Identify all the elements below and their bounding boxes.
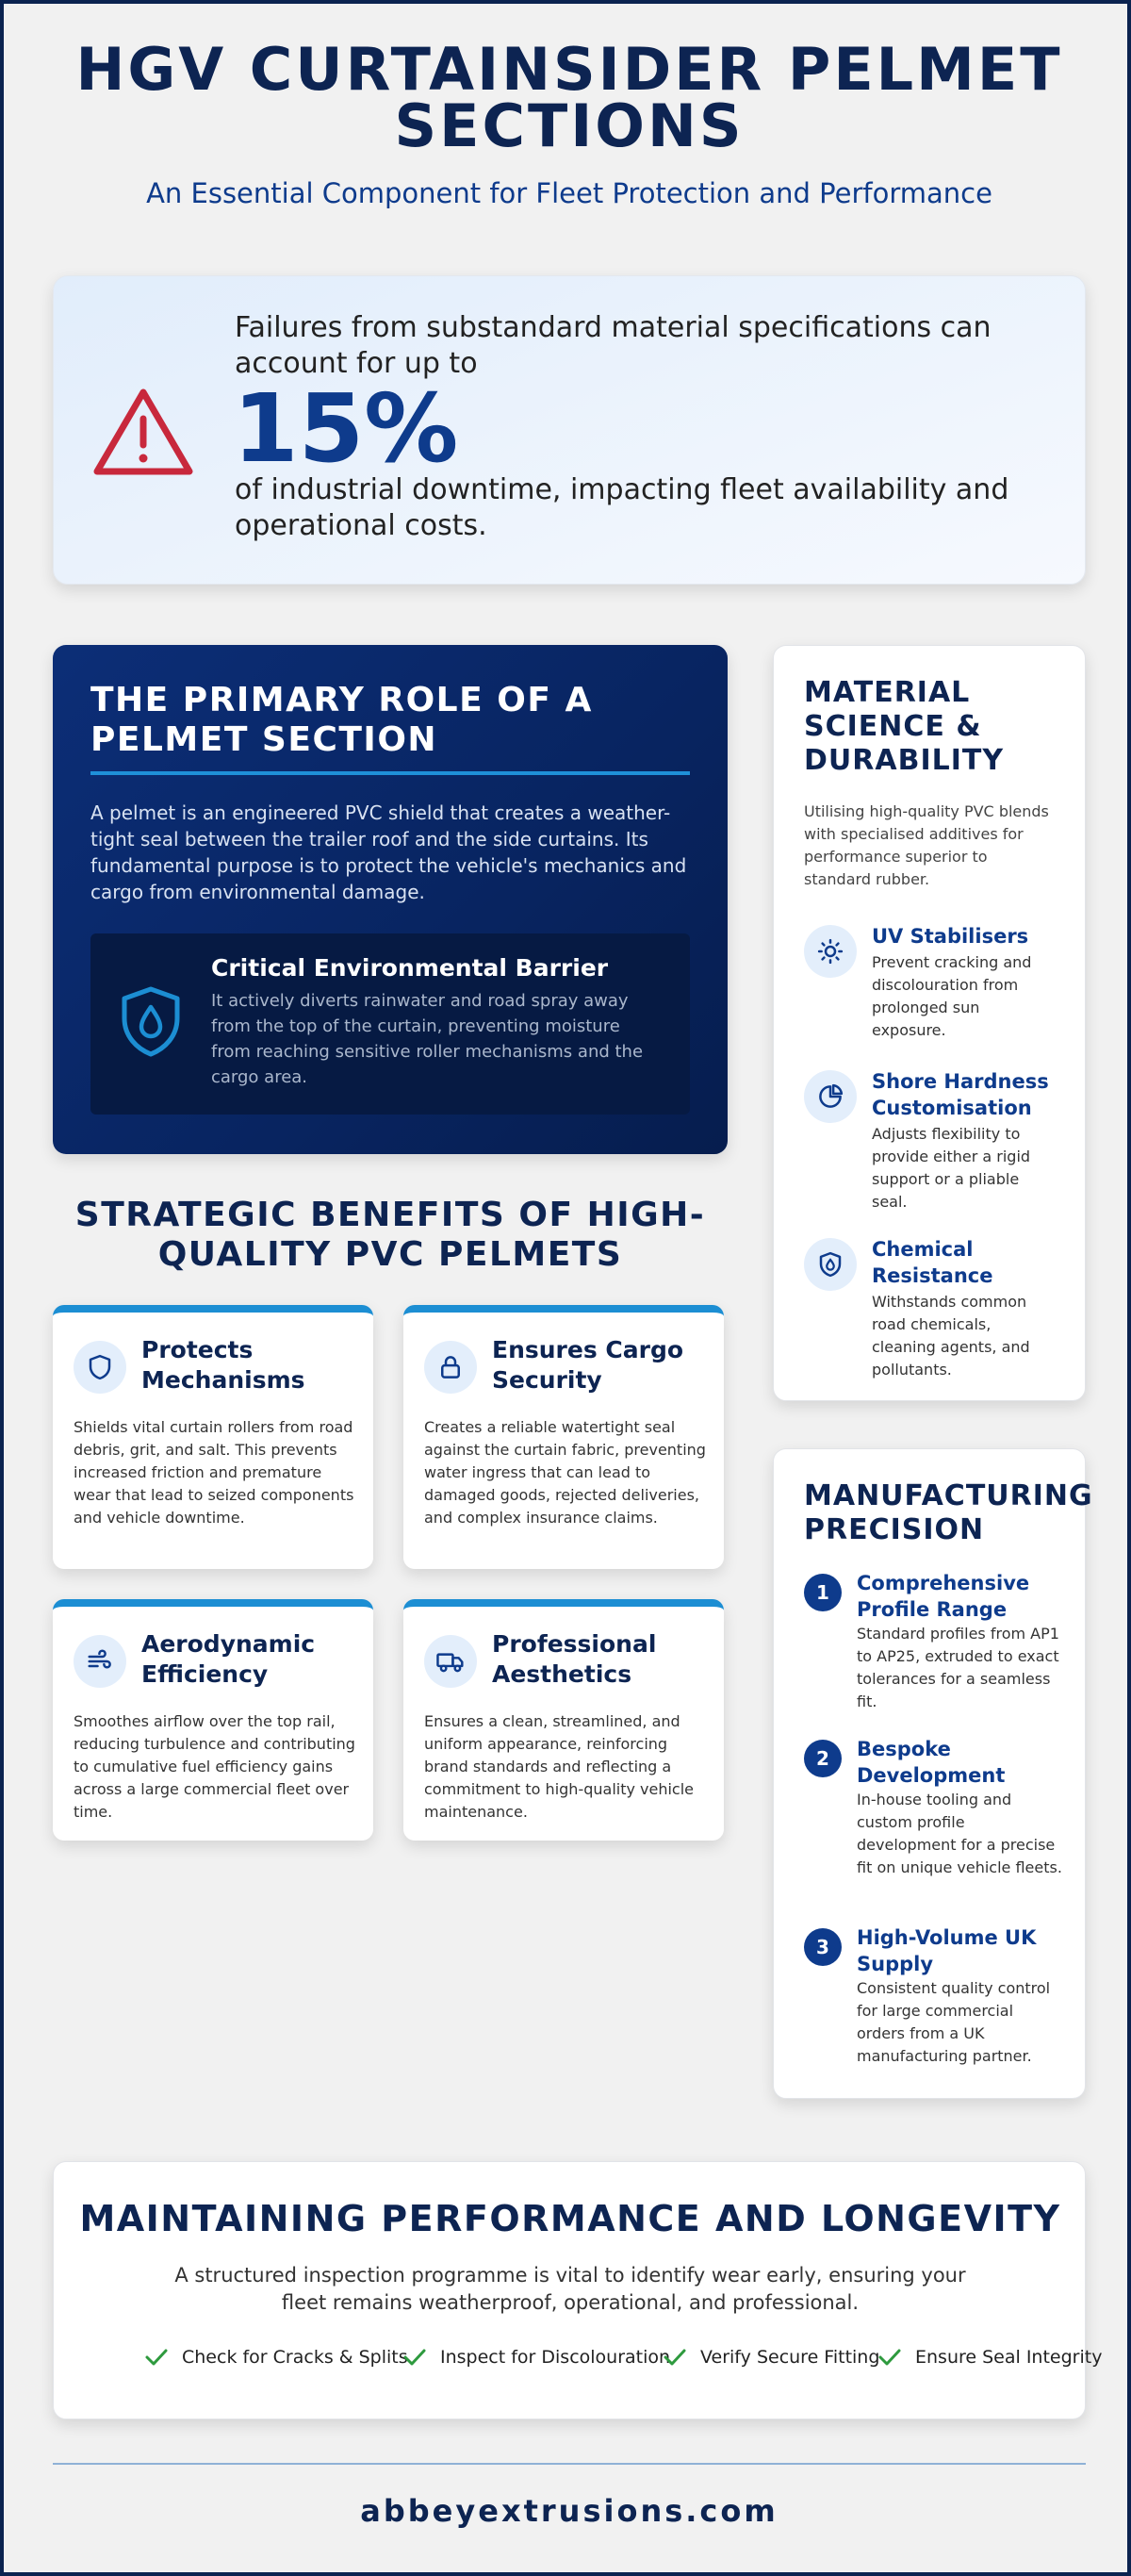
check-icon xyxy=(402,2347,427,2368)
shield-droplet-icon xyxy=(119,984,183,1058)
manufacturing-item-desc: In-house tooling and custom profile development for a precise fit on unique vehicle fleets. xyxy=(857,1791,1062,1876)
footer-website-link[interactable]: abbeyextrusions.com xyxy=(360,2493,779,2529)
benefit-name: Professional Aesthetics xyxy=(492,1630,657,1688)
primary-role-card xyxy=(53,645,728,1154)
checklist xyxy=(91,2347,1103,2377)
checklist-item xyxy=(663,2347,879,2368)
manufacturing-item-desc: Consistent quality control for large commercial orders from a UK manufacturing partner. xyxy=(857,1979,1051,2065)
feature-name: Shore Hardness Customisation xyxy=(872,1070,1049,1119)
barrier-callout xyxy=(90,933,690,1115)
manufacturing-title: MANUFACTURING PRECISION xyxy=(804,1479,1093,1546)
maintenance-body: A structured inspection programme is vital to identify wear early, ensuring your fleet remains weatherproof, operational, and professional. xyxy=(174,2264,966,2314)
shield-icon xyxy=(74,1341,126,1394)
lock-icon xyxy=(424,1341,477,1394)
step-number: 1 xyxy=(804,1574,842,1611)
check-icon xyxy=(663,2347,687,2368)
checklist-item xyxy=(877,2347,1102,2368)
pie-chart-icon xyxy=(804,1070,857,1123)
title-divider xyxy=(90,771,690,775)
benefit-desc: Creates a reliable watertight seal against the curtain fabric, preventing water ingress that can lead to damaged goods, rejected deliveries, and complex insurance claims. xyxy=(424,1418,706,1527)
wind-icon xyxy=(74,1635,126,1688)
check-icon xyxy=(144,2347,169,2368)
shield-droplet-icon xyxy=(804,1238,857,1291)
primary-role-title: THE PRIMARY ROLE OF A PELMET SECTION xyxy=(90,681,593,759)
feature-desc: Withstands common road chemicals, cleaning agents, and pollutants. xyxy=(872,1293,1030,1379)
benefit-name: Aerodynamic Efficiency xyxy=(141,1630,316,1688)
benefit-desc: Smoothes airflow over the top rail, reducing turbulence and contributing to cumulative fuel efficiency gains across a large commercial fleet over time. xyxy=(74,1712,355,1821)
benefit-card-protects-mechanisms xyxy=(53,1305,373,1569)
check-icon xyxy=(877,2347,902,2368)
feature-name: UV Stabilisers xyxy=(872,925,1029,948)
manufacturing-card xyxy=(773,1448,1093,2099)
material-title: MATERIAL SCIENCE & DURABILITY xyxy=(804,676,1005,777)
checklist-label: Ensure Seal Integrity xyxy=(915,2347,1103,2368)
stat-tail-text: of industrial downtime, impacting fleet availability and operational costs. xyxy=(235,473,1009,542)
page-title-line2: SECTIONS xyxy=(394,91,745,160)
manufacturing-item-name: Bespoke Development xyxy=(857,1738,1006,1787)
truck-icon xyxy=(424,1635,477,1688)
stat-value: 15% xyxy=(233,373,459,484)
barrier-body: It actively diverts rainwater and road spray away from the top of the curtain, preventing moisture from reaching sensitive roller mechanisms and the cargo area. xyxy=(211,991,644,1087)
feature-desc: Prevent cracking and discolouration from prolonged sun exposure. xyxy=(872,953,1032,1039)
benefit-desc: Ensures a clean, streamlined, and uniform appearance, reinforcing brand standards and reflecting a commitment to high-quality vehicle maintenance. xyxy=(424,1712,695,1821)
benefits-title: STRATEGIC BENEFITS OF HIGH-QUALITY PVC PELMETS xyxy=(74,1196,706,1274)
primary-role-body: A pelmet is an engineered PVC shield that creates a weather-tight seal between the trailer roof and the side curtains. Its fundamental purpose is to protect the vehicle's mechanics and cargo from environmental damage. xyxy=(90,801,687,903)
benefit-card-cargo-security xyxy=(403,1305,724,1569)
checklist-label: Verify Secure Fitting xyxy=(700,2347,880,2368)
feature-name: Chemical Resistance xyxy=(872,1238,993,1287)
manufacturing-item-name: High-Volume UK Supply xyxy=(857,1926,1037,1975)
checklist-label: Check for Cracks & Splits xyxy=(182,2347,408,2368)
benefit-name: Ensures Cargo Security xyxy=(492,1336,684,1394)
barrier-title: Critical Environmental Barrier xyxy=(211,954,609,982)
feature-desc: Adjusts flexibility to provide either a rigid support or a pliable seal. xyxy=(872,1125,1031,1211)
benefit-card-aerodynamic xyxy=(53,1599,373,1841)
maintenance-title: MAINTAINING PERFORMANCE AND LONGEVITY xyxy=(79,2198,1061,2239)
step-number: 2 xyxy=(804,1740,842,1777)
manufacturing-item-desc: Standard profiles from AP1 to AP25, extruded to exact tolerances for a seamless fit. xyxy=(857,1625,1059,1710)
warning-triangle-icon xyxy=(91,385,195,479)
page-title xyxy=(4,35,1131,160)
downtime-stat-card xyxy=(53,275,1086,585)
manufacturing-item-name: Comprehensive Profile Range xyxy=(857,1572,1030,1621)
page-title-line1: HGV CURTAINSIDER PELMET xyxy=(75,35,1063,104)
material-science-card xyxy=(773,645,1086,1401)
checklist-label: Inspect for Discolouration xyxy=(440,2347,671,2368)
benefit-desc: Shields vital curtain rollers from road debris, grit, and salt. This prevents increased friction and premature wear that lead to seized components and vehicle downtime. xyxy=(74,1418,354,1527)
benefit-card-aesthetics xyxy=(403,1599,724,1841)
step-number: 3 xyxy=(804,1928,842,1966)
maintenance-card xyxy=(53,2161,1103,2419)
sun-icon xyxy=(804,925,857,978)
checklist-item xyxy=(144,2347,408,2368)
material-intro: Utilising high-quality PVC blends with specialised additives for performance superior to standard rubber. xyxy=(804,802,1049,888)
page-subtitle: An Essential Component for Fleet Protection and Performance xyxy=(146,177,992,209)
checklist-item xyxy=(402,2347,670,2368)
footer-divider xyxy=(53,2463,1086,2465)
benefit-name: Protects Mechanisms xyxy=(141,1336,305,1394)
stat-lead-text: Failures from substandard material specifications can account for up to xyxy=(235,311,992,380)
